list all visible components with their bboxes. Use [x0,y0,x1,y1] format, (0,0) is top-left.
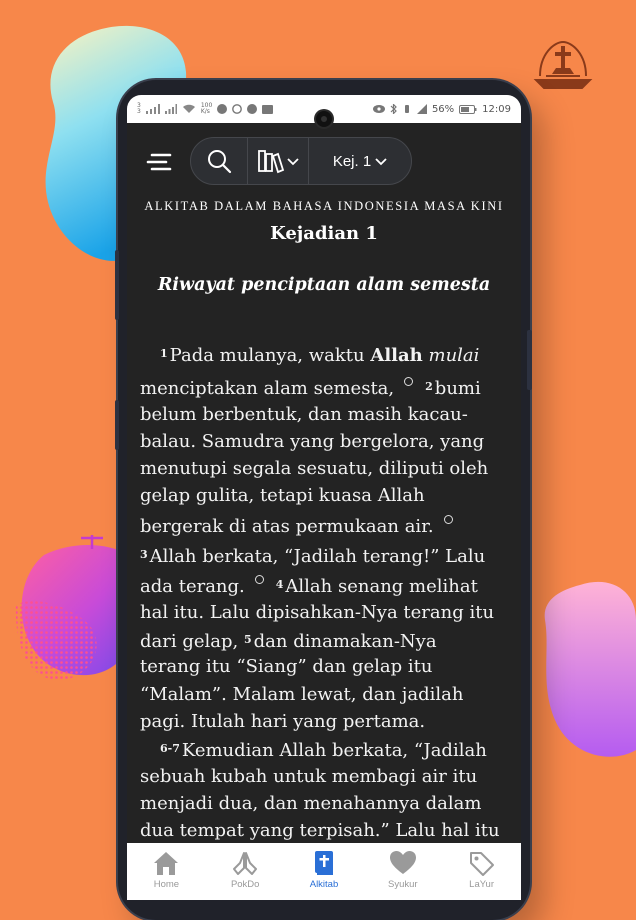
whatsapp-icon [232,104,242,114]
phone-side-button-left-2 [115,400,119,450]
home-icon [151,849,181,877]
signal-icon-3 [417,104,427,114]
verse-number: 5 [243,633,252,646]
reader-toolbar [190,137,412,185]
verse-line[interactable]: balau. Samudra yang bergelora, yang [140,431,485,452]
battery-icon [459,105,477,114]
decorative-blob-right [540,580,636,760]
books-icon [257,148,285,174]
nav-syukur[interactable] [363,843,442,900]
verse-number: 2 [425,380,433,393]
verse-text: dari gelap, [140,631,239,652]
verse-line[interactable]: belum berbentuk, dan masih kacau- [140,404,468,425]
status-right [373,104,511,115]
verse-line[interactable]: hal itu. Lalu dipisahkan-Nya terang itu [140,602,495,623]
book-selector-button[interactable] [248,138,308,184]
wifi-icon [182,104,196,114]
verse-line[interactable]: dua tempat yang terpisah.” Lalu hal itu [140,820,500,841]
eye-icon [373,105,385,113]
verse-line[interactable] [140,513,520,540]
chapter-selector-label: Kej. 1 [332,152,372,170]
bible-version-title: ALKITAB DALAM BAHASA INDONESIA MASA KINI [144,199,504,213]
verse-line[interactable]: gelap gulita, tetapi kuasa Allah [140,485,425,506]
nav-layur[interactable] [442,843,521,900]
vibrate-icon [402,104,412,114]
verse-text: menciptakan alam semesta, [140,378,395,399]
sim-indicator [137,103,141,115]
heart-icon [388,849,418,877]
nav-pokdo[interactable] [206,843,285,900]
verse-number: 1 [160,347,168,360]
signal-icon [146,104,160,114]
nav-alkitab[interactable] [285,843,364,900]
church-logo [532,36,594,94]
verse-line[interactable]: menutupi segala sesuatu, diliputi oleh [140,458,489,479]
verse-text: Allah senang melihat [285,576,478,597]
search-button[interactable] [191,138,247,184]
verse-text: bumi [434,378,481,399]
footnote-icon[interactable] [444,515,453,524]
nav-home-label: Home [153,879,180,890]
verse-line[interactable] [140,571,520,600]
data-speed [201,103,212,115]
verse-line[interactable] [140,735,521,764]
mail-icon [262,105,273,114]
verse-text: Allah berkata, “Jadilah terang!” Lalu [149,546,486,567]
status-left [137,103,273,115]
data-speed-value: 100 [200,102,213,109]
sim-1: 3 [137,102,141,109]
verse-text: ada terang. [140,576,245,597]
verse-line[interactable]: sebuah kubah untuk membagi air itu [140,766,478,787]
chapter-title: Kejadian 1 [270,223,378,244]
praying-hands-icon [230,849,260,877]
verse-line[interactable]: terang itu “Siang” dan gelap itu [140,656,433,677]
verse-text-italic: mulai [428,345,480,366]
footnote-icon[interactable] [404,377,413,386]
tag-icon [467,849,497,877]
verse-line[interactable]: pagi. Itulah hari yang pertama. [140,711,426,732]
front-camera [316,111,332,127]
verse-number: 6-7 [160,742,180,755]
nav-pokdo-label: PokDo [230,879,260,890]
verse-number: 3 [140,548,148,561]
bottom-navigation [127,843,521,900]
chapter-selector-button[interactable] [309,138,411,184]
nav-syukur-label: Syukur [388,879,418,890]
verse-line[interactable] [140,340,521,369]
verse-number: 4 [275,578,284,591]
battery-percent: 56% [431,103,455,115]
signal-icon-2 [165,104,177,114]
clock: 12:09 [482,103,511,115]
search-icon [206,148,232,174]
phone-side-button-left [115,250,119,320]
menu-icon[interactable] [144,147,176,179]
bluetooth-icon [390,104,397,114]
bible-icon [309,849,339,877]
chevron-down-icon [287,156,299,166]
app-screen [127,95,521,900]
verse-line[interactable] [140,373,520,402]
verse-text-bold: Allah [370,345,423,366]
sim-2: 3 [137,108,141,115]
phone-side-button [527,330,532,390]
data-speed-unit: K/s [200,108,210,115]
verse-text: Pada mulanya, waktu [169,345,371,366]
verse-line[interactable] [140,541,520,570]
verse-text: Kemudian Allah berkata, “Jadilah [181,740,487,761]
verse-text: dan dinamakan-Nya [253,631,437,652]
chevron-down-icon [375,156,387,166]
nav-alkitab-label: Alkitab [309,879,339,890]
nav-home[interactable] [127,843,206,900]
nav-layur-label: LaYur [469,879,494,890]
verse-text: bergerak di atas permukaan air. [140,516,434,537]
verse-line[interactable]: menjadi dua, dan menahannya dalam [140,793,482,814]
footnote-icon[interactable] [255,575,264,584]
messenger-icon [247,104,257,114]
verse-line[interactable] [140,626,520,655]
section-heading: Riwayat penciptaan alam semesta [157,275,491,295]
spotify-icon [217,104,227,114]
verse-line[interactable]: “Malam”. Malam lewat, dan jadilah [140,684,464,705]
